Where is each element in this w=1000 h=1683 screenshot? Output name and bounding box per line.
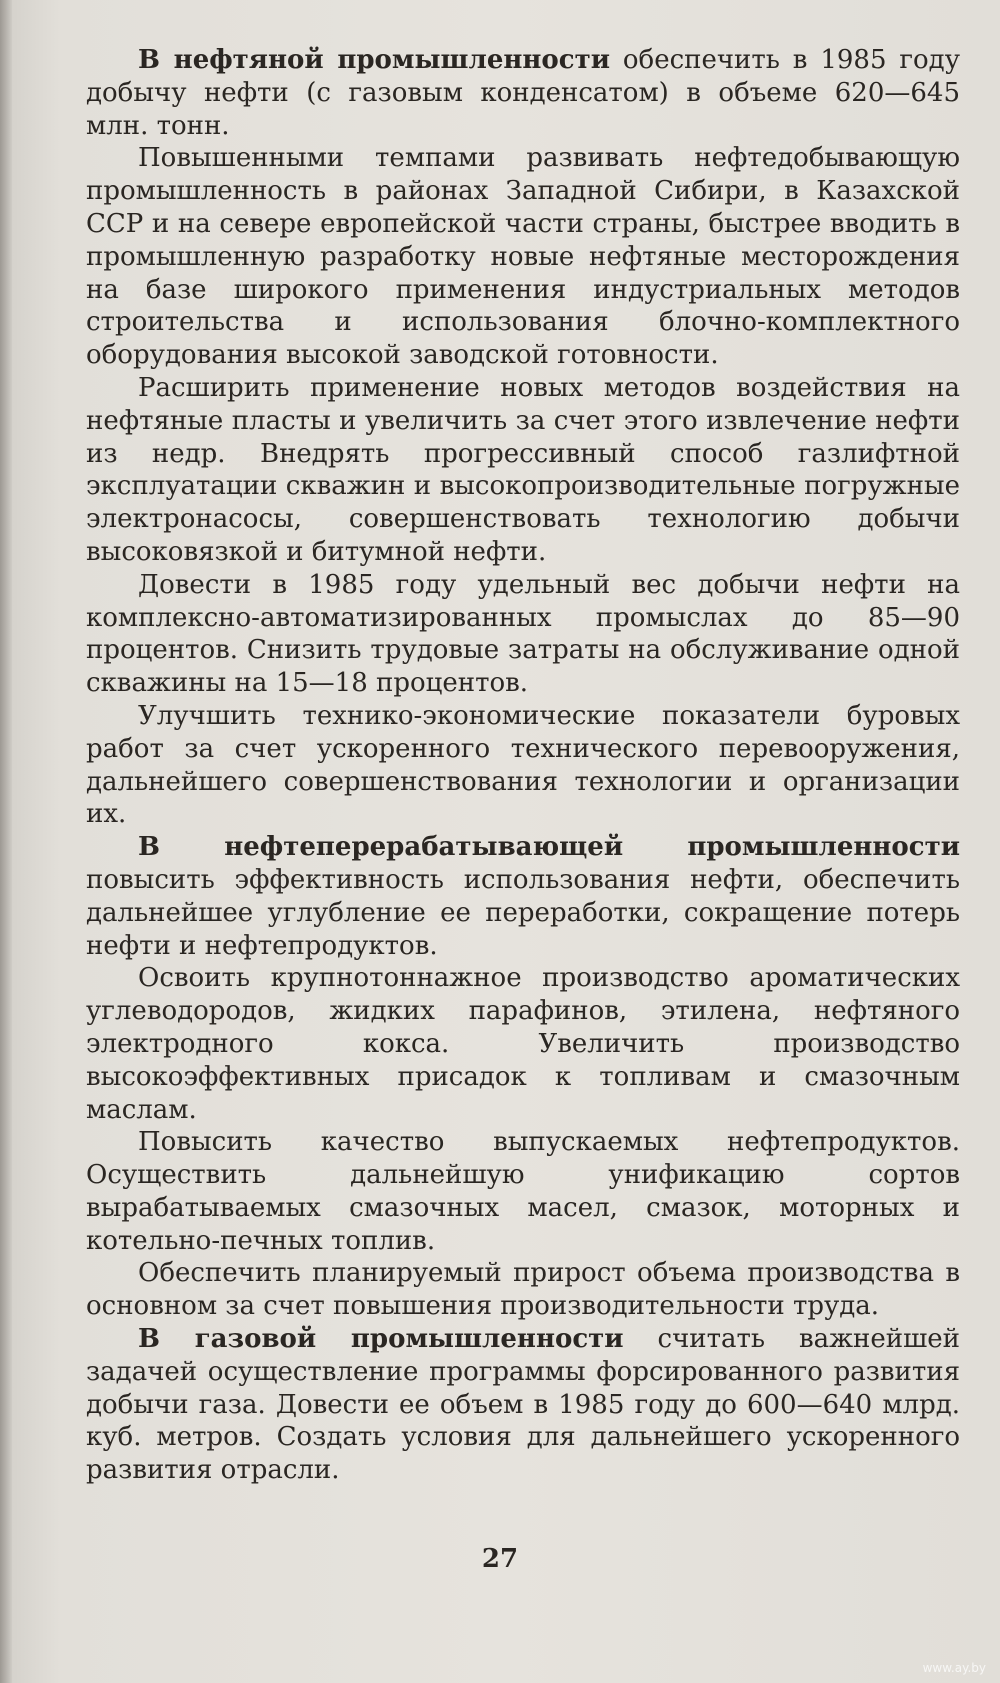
bold-lead-refining-industry: В нефтеперерабатывающей промышленности xyxy=(138,832,960,863)
paragraph-gas-industry xyxy=(86,1323,960,1487)
paragraph-text: Обеспечить планируемый прирост объема производства в основном за счет повышения производительности труда. xyxy=(86,1258,960,1322)
paragraph-text: Повышенными темпами развивать нефтедобывающую промышленность в районах Западной Сибири, в Казахской ССР и на севере европейской части страны, быстрее вводить в промышленную разработку новые нефтяные месторождения на базе широкого применения индустриальных методов строительства и использования блочно-комплектного оборудования высокой заводской готовности. xyxy=(86,143,960,371)
paragraph-automation-share xyxy=(86,569,960,700)
paragraph-text: обеспечить в 1985 году добычу нефти (с газовым конденсатом) в объеме 620—645 млн. тонн. xyxy=(86,45,960,141)
page-text xyxy=(86,44,960,1487)
paragraph-oil-industry xyxy=(86,44,960,142)
paragraph-drilling xyxy=(86,700,960,831)
paragraph-text: Освоить крупнотоннажное производство ароматических углеводородов, жидких парафинов, этилена, нефтяного электродного кокса. Увеличить производство высокоэффективных присадок к топливам и смазочным маслам. xyxy=(86,963,960,1125)
paragraph-text: Повысить качество выпускаемых нефтепродуктов. Осуществить дальнейшую унификацию сортов вырабатываемых смазочных масел, смазок, моторных и котельно-печных топлив. xyxy=(86,1127,960,1256)
paragraph-quality xyxy=(86,1126,960,1257)
paragraph-text: считать важнейшей задачей осуществление программы форсированного развития добычи газа. Довести ее объем в 1985 году до 600—640 млрд. куб. метров. Создать условия для дальнейшего ускоренного развития отрасли. xyxy=(86,1324,960,1486)
bold-lead-oil-industry: В нефтяной промышленности xyxy=(138,45,610,75)
paragraph-aromatics xyxy=(86,962,960,1126)
book-spine-shadow xyxy=(0,0,12,1683)
paragraph-oil-production-growth xyxy=(86,142,960,372)
paragraph-new-methods xyxy=(86,372,960,569)
paragraph-refining-industry xyxy=(86,831,960,962)
watermark: www.ay.by xyxy=(922,1661,986,1675)
paragraph-text: Улучшить технико-экономические показатели буровых работ за счет ускоренного технического перевооружения, дальнейшего совершенствования технологии и организации их. xyxy=(86,700,960,830)
paragraph-text: Расширить применение новых методов воздействия на нефтяные пласты и увеличить за счет этого извлечение нефти из недр. Внедрять прогрессивный способ газлифтной эксплуатации скважин и высокопроизводительные погружные электронасосы, совершенствовать технологию добычи высоковязкой и битумной нефти. xyxy=(86,372,960,567)
page-number: 27 xyxy=(481,1544,519,1574)
paragraph-text: повысить эффективность использования нефти, обеспечить дальнейшее углубление ее переработки, сокращение потерь нефти и нефтепродуктов. xyxy=(86,864,960,961)
paragraph-productivity xyxy=(86,1257,960,1323)
bold-lead-gas-industry: В газовой промышленности xyxy=(138,1324,624,1355)
paragraph-text: Довести в 1985 году удельный вес добычи нефти на комплексно-автоматизированных промыслах до 85—90 процентов. Снизить трудовые затраты на обслуживание одной скважины на 15—18 процентов. xyxy=(86,569,960,699)
